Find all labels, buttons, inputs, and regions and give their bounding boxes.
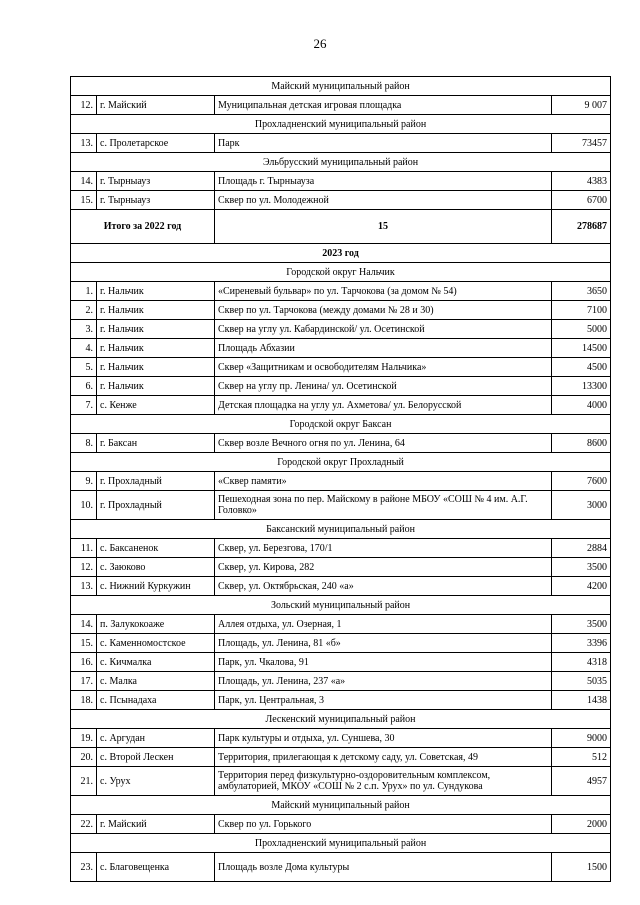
object-cell: Парк, ул. Чкалова, 91 [215, 653, 552, 672]
amount-cell: 3396 [552, 634, 611, 653]
amount-cell: 3650 [552, 282, 611, 301]
amount-cell: 13300 [552, 377, 611, 396]
locality-cell: г. Нальчик [97, 377, 215, 396]
amount-cell: 7600 [552, 472, 611, 491]
table-row [71, 615, 611, 634]
amount-cell: 73457 [552, 134, 611, 153]
object-cell: Сквер, ул. Березгова, 170/1 [215, 539, 552, 558]
row-number: 22. [71, 815, 97, 834]
object-cell: Парк, ул. Центральная, 3 [215, 691, 552, 710]
amount-cell: 5035 [552, 672, 611, 691]
total-count: 15 [215, 210, 552, 244]
district-header: Баксанский муниципальный район [71, 520, 611, 539]
row-number: 14. [71, 172, 97, 191]
table-body [71, 77, 611, 882]
table-row [71, 577, 611, 596]
table-row [71, 691, 611, 710]
row-number: 2. [71, 301, 97, 320]
row-number: 16. [71, 653, 97, 672]
table-row [71, 472, 611, 491]
amount-cell: 4318 [552, 653, 611, 672]
locality-cell: с. Нижний Куркужин [97, 577, 215, 596]
table-row [71, 339, 611, 358]
district-header: Майский муниципальный район [71, 796, 611, 815]
locality-cell: г. Прохладный [97, 472, 215, 491]
row-number: 23. [71, 853, 97, 882]
table-row [71, 634, 611, 653]
row-number: 3. [71, 320, 97, 339]
amount-cell: 1438 [552, 691, 611, 710]
district-header: Майский муниципальный район [71, 77, 611, 96]
object-cell: Сквер по ул. Горького [215, 815, 552, 834]
locality-cell: с. Пролетарское [97, 134, 215, 153]
object-cell: «Сиреневый бульвар» по ул. Тарчокова (за домом № 54) [215, 282, 552, 301]
amount-cell: 4383 [552, 172, 611, 191]
total-row [71, 210, 611, 244]
section-header-row [71, 77, 611, 96]
amount-cell: 7100 [552, 301, 611, 320]
row-number: 13. [71, 577, 97, 596]
row-number: 21. [71, 767, 97, 796]
table-row [71, 491, 611, 520]
object-cell: Парк [215, 134, 552, 153]
amount-cell: 9000 [552, 729, 611, 748]
district-header: Городской округ Баксан [71, 415, 611, 434]
section-header-row [71, 710, 611, 729]
locality-cell: с. Заюково [97, 558, 215, 577]
total-label: Итого за 2022 год [71, 210, 215, 244]
table-row [71, 172, 611, 191]
object-cell: Парк культуры и отдыха, ул. Суншева, 30 [215, 729, 552, 748]
locality-cell: г. Нальчик [97, 320, 215, 339]
table-row [71, 320, 611, 339]
objects-table [70, 76, 611, 882]
table-row [71, 134, 611, 153]
total-sum: 278687 [552, 210, 611, 244]
object-cell: Сквер по ул. Молодежной [215, 191, 552, 210]
section-header-row [71, 153, 611, 172]
locality-cell: с. Урух [97, 767, 215, 796]
section-header-row [71, 115, 611, 134]
row-number: 12. [71, 558, 97, 577]
locality-cell: г. Майский [97, 815, 215, 834]
row-number: 13. [71, 134, 97, 153]
row-number: 19. [71, 729, 97, 748]
amount-cell: 2884 [552, 539, 611, 558]
row-number: 10. [71, 491, 97, 520]
locality-cell: г. Майский [97, 96, 215, 115]
amount-cell: 4957 [552, 767, 611, 796]
table-row [71, 748, 611, 767]
amount-cell: 8600 [552, 434, 611, 453]
object-cell: Сквер по ул. Тарчокова (между домами № 28 и 30) [215, 301, 552, 320]
object-cell: Детская площадка на углу ул. Ахметова/ ул. Белорусской [215, 396, 552, 415]
object-cell: Площадь, ул. Ленина, 237 «а» [215, 672, 552, 691]
row-number: 7. [71, 396, 97, 415]
amount-cell: 3500 [552, 558, 611, 577]
section-header-row [71, 453, 611, 472]
table-row [71, 301, 611, 320]
row-number: 4. [71, 339, 97, 358]
year-header: 2023 год [71, 244, 611, 263]
object-cell: Площадь, ул. Ленина, 81 «б» [215, 634, 552, 653]
district-header: Зольский муниципальный район [71, 596, 611, 615]
row-number: 9. [71, 472, 97, 491]
amount-cell: 3000 [552, 491, 611, 520]
row-number: 20. [71, 748, 97, 767]
locality-cell: с. Аргудан [97, 729, 215, 748]
section-header-row [71, 415, 611, 434]
locality-cell: с. Малка [97, 672, 215, 691]
amount-cell: 4000 [552, 396, 611, 415]
district-header: Прохладненский муниципальный район [71, 115, 611, 134]
row-number: 17. [71, 672, 97, 691]
row-number: 1. [71, 282, 97, 301]
locality-cell: с. Второй Лескен [97, 748, 215, 767]
row-number: 5. [71, 358, 97, 377]
object-cell: Территория перед физкультурно-оздоровительным комплексом, амбулаторией, МКОУ «СОШ № 2 с.п. Урух» по ул. Сундукова [215, 767, 552, 796]
amount-cell: 1500 [552, 853, 611, 882]
row-number: 18. [71, 691, 97, 710]
locality-cell: с. Псынадаха [97, 691, 215, 710]
amount-cell: 4500 [552, 358, 611, 377]
district-header: Прохладненский муниципальный район [71, 834, 611, 853]
locality-cell: г. Баксан [97, 434, 215, 453]
locality-cell: с. Кенже [97, 396, 215, 415]
object-cell: Сквер, ул. Октябрьская, 240 «а» [215, 577, 552, 596]
table-row [71, 853, 611, 882]
object-cell: Пешеходная зона по пер. Майскому в районе МБОУ «СОШ № 4 им. А.Г. Головко» [215, 491, 552, 520]
section-header-row [71, 263, 611, 282]
locality-cell: с. Баксаненок [97, 539, 215, 558]
table-row [71, 434, 611, 453]
section-header-row [71, 796, 611, 815]
table-row [71, 729, 611, 748]
object-cell: Площадь возле Дома культуры [215, 853, 552, 882]
row-number: 8. [71, 434, 97, 453]
table-row [71, 672, 611, 691]
locality-cell: г. Нальчик [97, 282, 215, 301]
amount-cell: 5000 [552, 320, 611, 339]
district-header: Лескенский муниципальный район [71, 710, 611, 729]
table-row [71, 815, 611, 834]
object-cell: Аллея отдыха, ул. Озерная, 1 [215, 615, 552, 634]
row-number: 11. [71, 539, 97, 558]
object-cell: Сквер на углу пр. Ленина/ ул. Осетинской [215, 377, 552, 396]
amount-cell: 512 [552, 748, 611, 767]
amount-cell: 6700 [552, 191, 611, 210]
locality-cell: п. Залукокоаже [97, 615, 215, 634]
year-header-row [71, 244, 611, 263]
amount-cell: 9 007 [552, 96, 611, 115]
amount-cell: 4200 [552, 577, 611, 596]
amount-cell: 3500 [552, 615, 611, 634]
section-header-row [71, 596, 611, 615]
object-cell: Сквер «Защитникам и освободителям Нальчика» [215, 358, 552, 377]
locality-cell: г. Нальчик [97, 339, 215, 358]
table-row [71, 558, 611, 577]
table-row [71, 377, 611, 396]
object-cell: «Сквер памяти» [215, 472, 552, 491]
object-cell: Муниципальная детская игровая площадка [215, 96, 552, 115]
locality-cell: с. Кичмалка [97, 653, 215, 672]
locality-cell: г. Нальчик [97, 301, 215, 320]
locality-cell: г. Нальчик [97, 358, 215, 377]
object-cell: Сквер возле Вечного огня по ул. Ленина, 64 [215, 434, 552, 453]
object-cell: Площадь Абхазии [215, 339, 552, 358]
row-number: 15. [71, 191, 97, 210]
table-row [71, 191, 611, 210]
table-row [71, 358, 611, 377]
table-row [71, 96, 611, 115]
amount-cell: 14500 [552, 339, 611, 358]
table-row [71, 767, 611, 796]
object-cell: Площадь г. Тырныауза [215, 172, 552, 191]
object-cell: Сквер на углу ул. Кабардинской/ ул. Осетинской [215, 320, 552, 339]
locality-cell: с. Каменномостское [97, 634, 215, 653]
locality-cell: с. Благовещенка [97, 853, 215, 882]
table-row [71, 282, 611, 301]
table-row [71, 653, 611, 672]
row-number: 14. [71, 615, 97, 634]
locality-cell: г. Тырныауз [97, 172, 215, 191]
locality-cell: г. Тырныауз [97, 191, 215, 210]
amount-cell: 2000 [552, 815, 611, 834]
row-number: 6. [71, 377, 97, 396]
section-header-row [71, 834, 611, 853]
section-header-row [71, 520, 611, 539]
district-header: Эльбрусский муниципальный район [71, 153, 611, 172]
row-number: 15. [71, 634, 97, 653]
locality-cell: г. Прохладный [97, 491, 215, 520]
page-number: 26 [313, 36, 327, 51]
table-row [71, 396, 611, 415]
table-row [71, 539, 611, 558]
object-cell: Сквер, ул. Кирова, 282 [215, 558, 552, 577]
row-number: 12. [71, 96, 97, 115]
district-header: Городской округ Нальчик [71, 263, 611, 282]
district-header: Городской округ Прохладный [71, 453, 611, 472]
object-cell: Территория, прилегающая к детскому саду, ул. Советская, 49 [215, 748, 552, 767]
